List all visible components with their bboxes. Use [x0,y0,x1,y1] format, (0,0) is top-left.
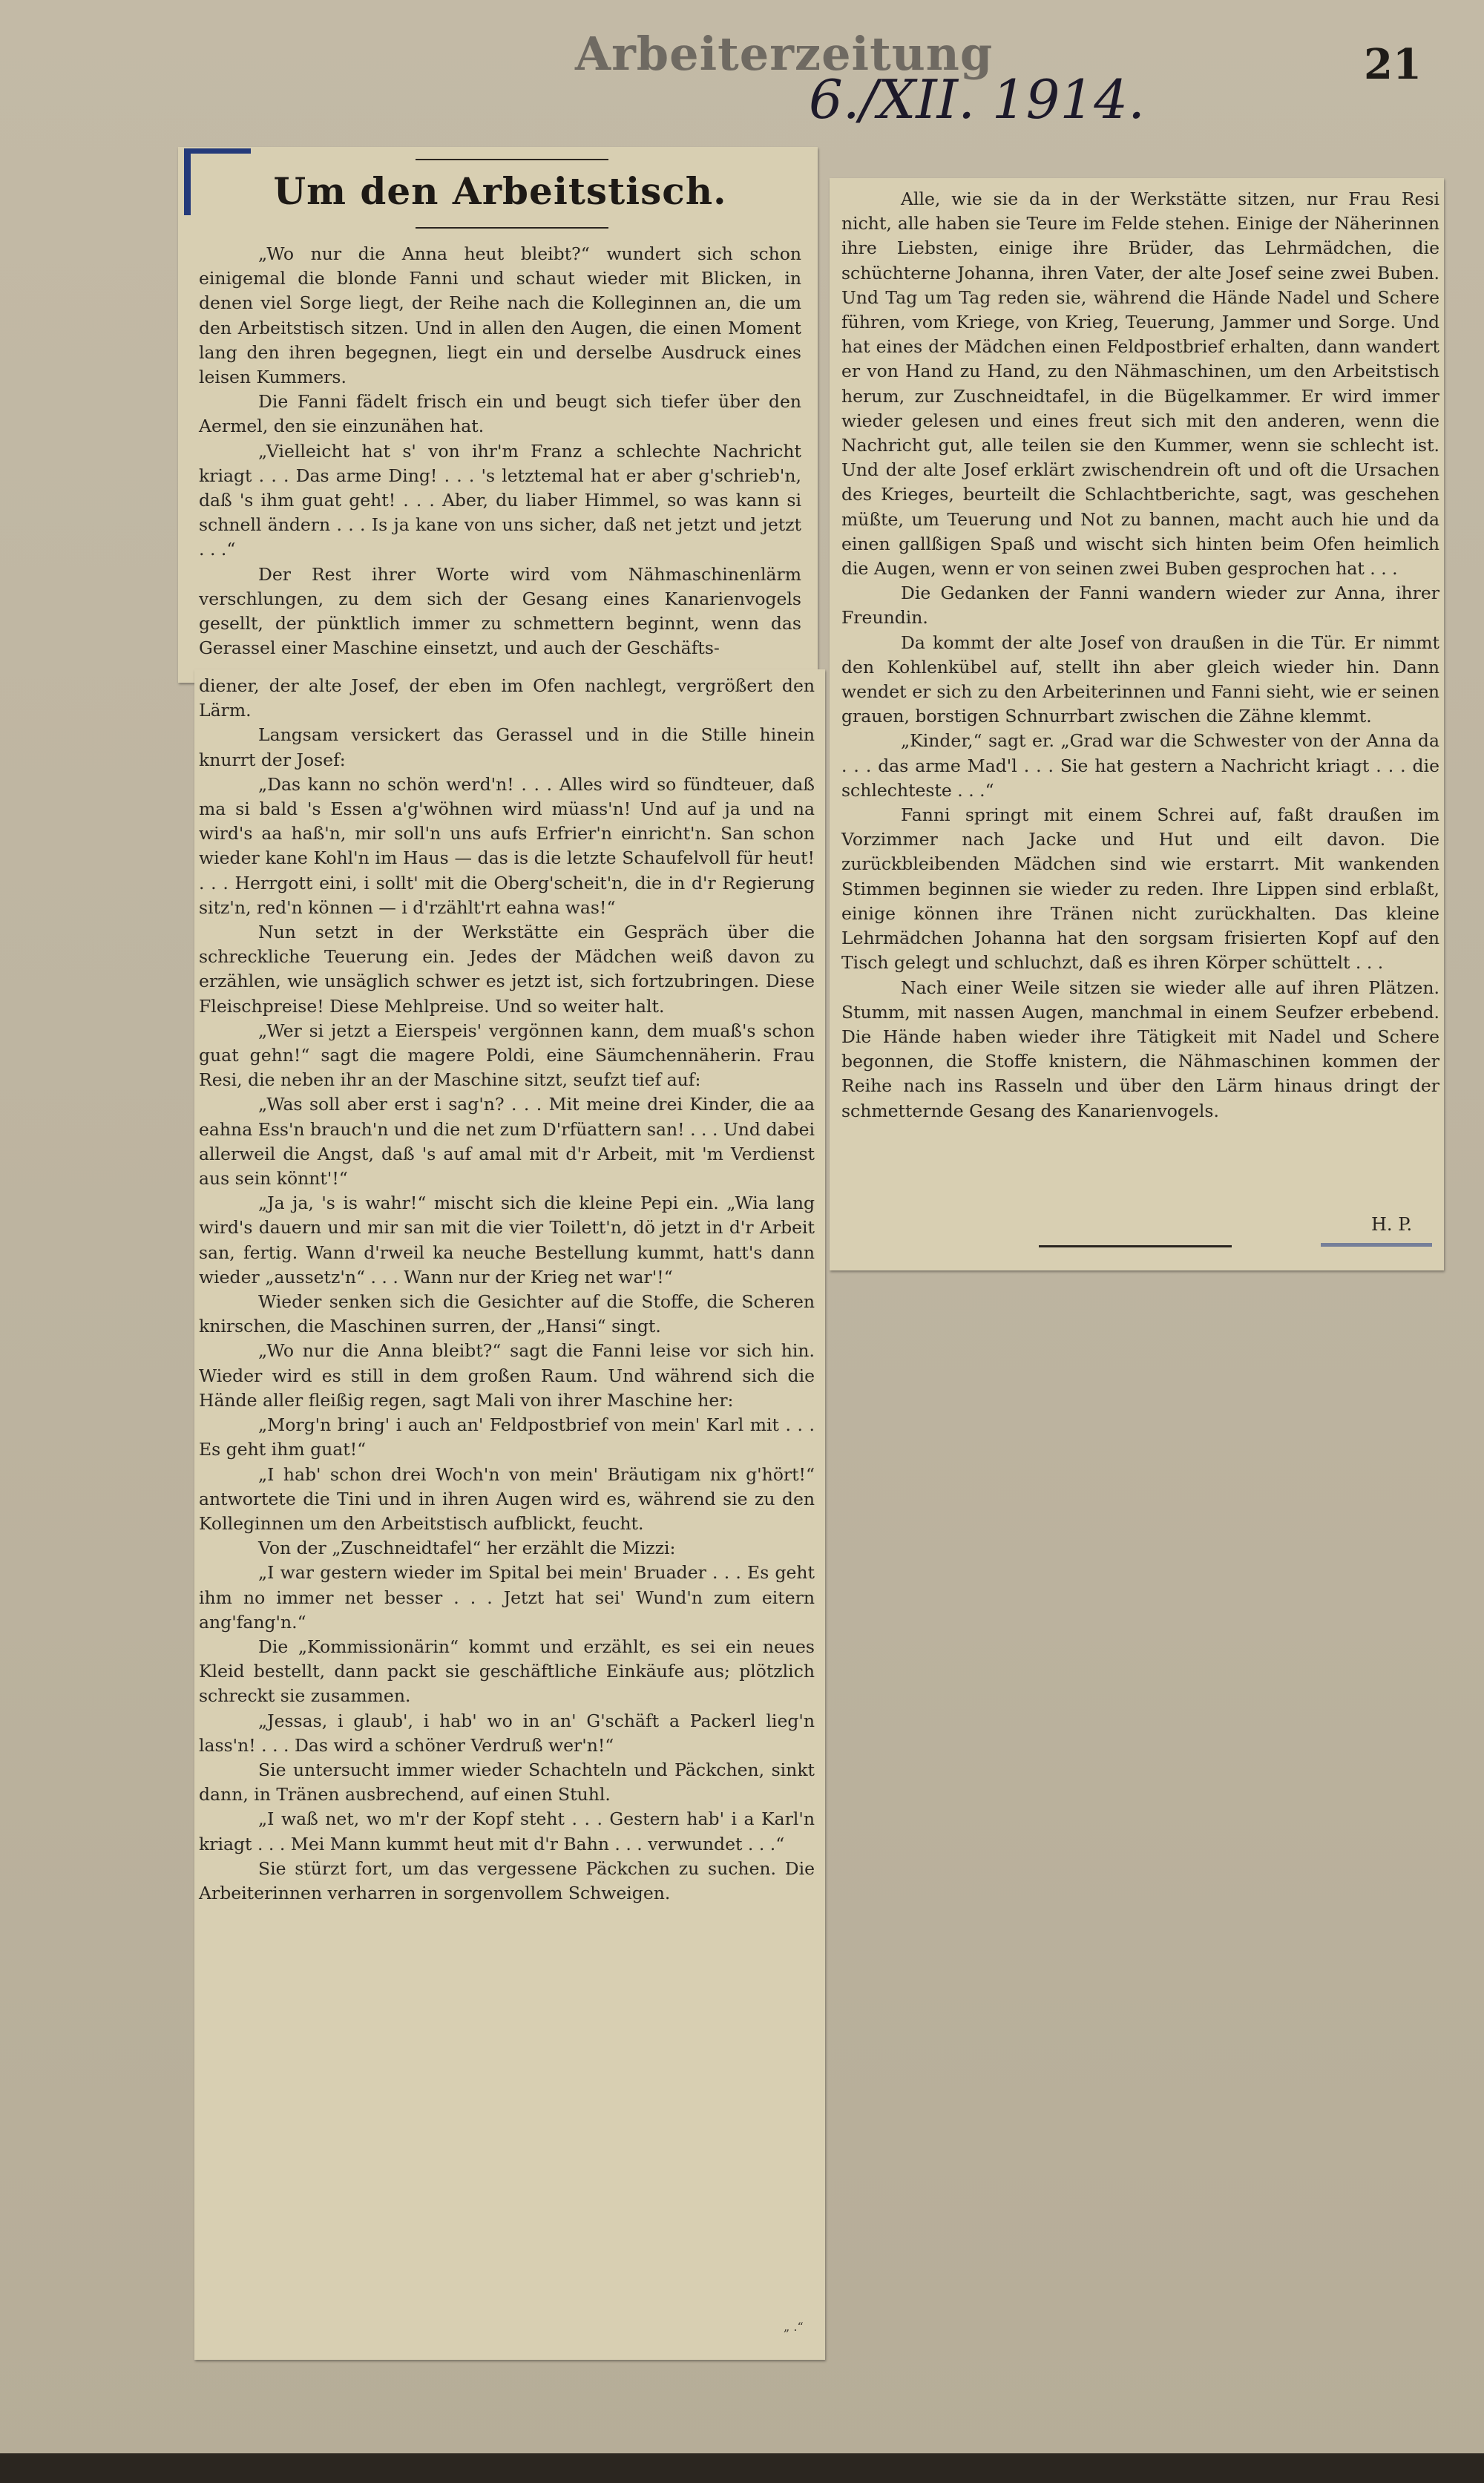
publication-stamp: Arbeiterzeitung [575,27,994,81]
paragraph: „I hab' schon drei Woch'n von mein' Bräutigam nix g'hört!“ antwortete die Tini und in ihren Augen wird es, während sie zu den Kolleginnen um den Arbeitstisch aufblickt, feucht. [199,1463,815,1534]
paragraph: Fanni springt mit einem Schrei auf, faßt draußen im Vorzimmer nach Jacke und Hut und eilt davon. Die zurückbleibenden Mädchen sind wie erstarrt. Mit wankenden Stimmen beginnen sie wieder zu reden. Ihre Lippen sind erblaßt, einige können ihre Tränen nicht zurückhalten. Das kleine Lehrmädchen Johanna hat den sorgsam frisierten Kopf auf den Tisch gelegt und schluchzt, daß es ihren Körper schüttelt . . . [841,804,1439,974]
paragraph: „Vielleicht hat s' von ihr'm Franz a schlechte Nachricht kriagt . . . Das arme Ding! . . . 's letztemal hat er aber g'schrieb'n, daß 's ihm guat geht! . . . Aber, du liaber Himmel, so was kann si schnell ändern . . . Is ja kane von uns sicher, daß net jetzt und jetzt . . .“ [199,440,801,560]
page-number: 21 [1364,40,1422,89]
title-rule-bottom [416,227,608,229]
paragraph: „Ja ja, 's is wahr!“ mischt sich die kleine Pepi ein. „Wia lang wird's dauern und mir san mit die vier Toilett'n, dö jetzt in d'r Arbeit san, fertig. Wann d'rweil ka neuche Bestellung kummt, hatt's dann wieder „aussetz'n“ . . . Wann nur der Krieg net war'!“ [199,1193,815,1288]
paragraph: „Wo nur die Anna heut bleibt?“ wundert sich schon einigemal die blonde Fanni und schaut wieder mit Blicken, in denen viel Sorge liegt, der Reihe nach die Kolleginnen an, die um den Arbeitstisch sitzen. Und in allen den Augen, die einen Moment lang den ihren begegnen, liegt ein und derselbe Ausdruck eines leisen Kummers. [199,243,801,388]
article-column-3 [841,187,1439,1124]
paragraph: „Was soll aber erst i sag'n? . . . Mit meine drei Kinder, die aa eahna Ess'n brauch'n und die net zum D'rfüattern san! . . . Und dabei allerweil die Angst, daß 's auf amal mit d'r Arbeit, mit 'm Verdienst aus sein könnt'!“ [199,1094,815,1190]
paragraph: Alle, wie sie da in der Werkstätte sitzen, nur Frau Resi nicht, alle haben sie Teure im Felde stehen. Einige der Näherinnen ihre Liebsten, einige ihre Brüder, das Lehrmädchen, die schüchterne Johanna, ihren Vater, der alte Josef seine zwei Buben. Und Tag um Tag reden sie, während die Hände Nadel und Schere führen, vom Kriege, von Krieg, Teuerung, Jammer und Sorge. Und hat eines der Mädchen einen Feldpostbrief erhalten, dann wandert er von Hand zu Hand, zu den Nähmaschinen, um den Arbeitstisch herum, zur Zuschneidtafel, in die Bügelkammer. Er wird immer wieder gelesen und eines freut sich mit den anderen, wenn die Nachricht gut, alle teilen sie den Kummer, wenn sie schlecht ist. Und der alte Josef erklärt zwischendrein oft und oft die Ursachen des Krieges, beurteilt die Schlachtberichte, sagt, was geschehen müßte, um Teuerung und Not zu bannen, macht auch hie und da einen gallßigen Spaß und wischt sich hinten beim Ofen heimlich die Augen, wenn er von seinen zwei Buben gesprochen hat . . . [841,188,1439,580]
blue-pencil-underline [1321,1243,1432,1247]
paragraph: diener, der alte Josef, der eben im Ofen nachlegt, vergrößert den Lärm. [199,675,815,721]
paragraph: „Morg'n bring' i auch an' Feldpostbrief von mein' Karl mit . . . Es geht ihm guat!“ [199,1414,815,1460]
blue-pencil-mark-horizontal [187,148,251,154]
title-rule-top [416,159,608,160]
article-column-1 [199,242,801,660]
article-title: Um den Arbeitstisch. [273,169,727,213]
paragraph: Die Fanni fädelt frisch ein und beugt sich tiefer über den Aermel, den sie einzunähen hat. [199,391,801,437]
paragraph: Sie untersucht immer wieder Schachteln und Päckchen, sinkt dann, in Tränen ausbrechend, auf einen Stuhl. [199,1759,815,1805]
clipping-fragment: „ .“ [784,2320,804,2334]
paragraph: „I waß net, wo m'r der Kopf steht . . . Gestern hab' i a Karl'n kriagt . . . Mei Mann kummt heut mit d'r Bahn . . . verwundet . . .“ [199,1808,815,1854]
paragraph: „Das kann no schön werd'n! . . . Alles wird so fündteuer, daß ma si bald 's Essen a'g'wöhnen wird müass'n! Und auf ja und na wird's aa haß'n, mir soll'n uns aufs Erfrier'n einricht'n. San schon wieder kane Kohl'n im Haus — das is die letzte Schaufelvoll für heut! . . . Herrgott eini, i sollt' mit die Oberg'scheit'n, die in d'r Regierung sitz'n, red'n können — i d'rzählt'rt eahna was!“ [199,773,815,918]
handwritten-date: 6./XII. 1914. [809,68,1145,131]
paragraph: Sie stürzt fort, um das vergessene Päckchen zu suchen. Die Arbeiterinnen verharren in sorgenvollem Schweigen. [199,1857,815,1903]
paragraph: Nun setzt in der Werkstätte ein Gespräch über die schreckliche Teuerung ein. Jedes der Mädchen weiß davon zu erzählen, wie unsäglich schwer es jetzt ist, sich fortzubringen. Diese Fleischpreise! Diese Mehlpreise. Und so weiter halt. [199,922,815,1017]
article-end-rule [1039,1245,1232,1247]
paragraph: Von der „Zuschneidtafel“ her erzählt die Mizzi: [258,1538,676,1559]
paragraph: „Wer si jetzt a Eierspeis' vergönnen kann, dem muaß's schon guat gehn!“ sagt die magere Poldi, eine Säumchennäherin. Frau Resi, die neben ihr an der Maschine sitzt, seufzt tief auf: [199,1020,815,1091]
article-column-2 [199,674,815,1906]
paragraph: Die „Kommissionärin“ kommt und erzählt, es sei ein neues Kleid bestellt, dann packt sie geschäftliche Einkäufe aus; plötzlich schreckt sie zusammen. [199,1636,815,1707]
paragraph: „Wo nur die Anna bleibt?“ sagt die Fanni leise vor sich hin. Wieder wird es still in dem großen Raum. Und während sich die Hände aller fleißig regen, sagt Mali von ihrer Maschine her: [199,1340,815,1411]
author-signature: H. P. [1371,1214,1413,1235]
paragraph: Wieder senken sich die Gesichter auf die Stoffe, die Scheren knirschen, die Maschinen surren, der „Hansi“ singt. [199,1291,815,1337]
paragraph: Langsam versickert das Gerassel und in die Stille hinein knurrt der Josef: [199,724,815,770]
paragraph: Nach einer Weile sitzen sie wieder alle auf ihren Plätzen. Stumm, mit nassen Augen, manchmal in einem Seufzer erbebend. Die Hände haben wieder ihre Tätigkeit mit Nadel und Schere begonnen, die Stoffe knistern, die Nähmaschinen kommen der Reihe nach ins Rasseln und über den Lärm hinaus dringt der schmetternde Gesang des Kanarienvogels. [841,977,1439,1121]
paragraph: Da kommt der alte Josef von draußen in die Tür. Er nimmt den Kohlenkübel auf, stellt ihn aber gleich wieder hin. Dann wendet er sich zu den Arbeiterinnen und Fanni sieht, wie er seinen grauen, borstigen Schnurrbart zwischen die Zähne klemmt. [841,632,1439,727]
blue-pencil-mark [184,148,191,215]
paragraph: Der Rest ihrer Worte wird vom Nähmaschinenlärm verschlungen, zu dem sich der Gesang eines Kanarienvogels gesellt, der pünktlich immer zu schmettern beginnt, wenn das Gerassel einer Maschine einsetzt, und auch der Geschäfts- [199,563,801,659]
scan-border [0,2453,1484,2483]
paragraph: „I war gestern wieder im Spital bei mein' Bruader . . . Es geht ihm no immer net besser . . . Jetzt hat sei' Wund'n zum eitern ang'fang'n.“ [199,1562,815,1633]
paragraph: „Kinder,“ sagt er. „Grad war die Schwester von der Anna da . . . das arme Mad'l . . . Sie hat gestern a Nachricht kriagt . . . die schlechteste . . .“ [841,730,1439,801]
paragraph: Die Gedanken der Fanni wandern wieder zur Anna, ihrer Freundin. [841,583,1439,629]
paragraph: „Jessas, i glaub', i hab' wo in an' G'schäft a Packerl lieg'n lass'n! . . . Das wird a schöner Verdruß wer'n!“ [199,1710,815,1756]
